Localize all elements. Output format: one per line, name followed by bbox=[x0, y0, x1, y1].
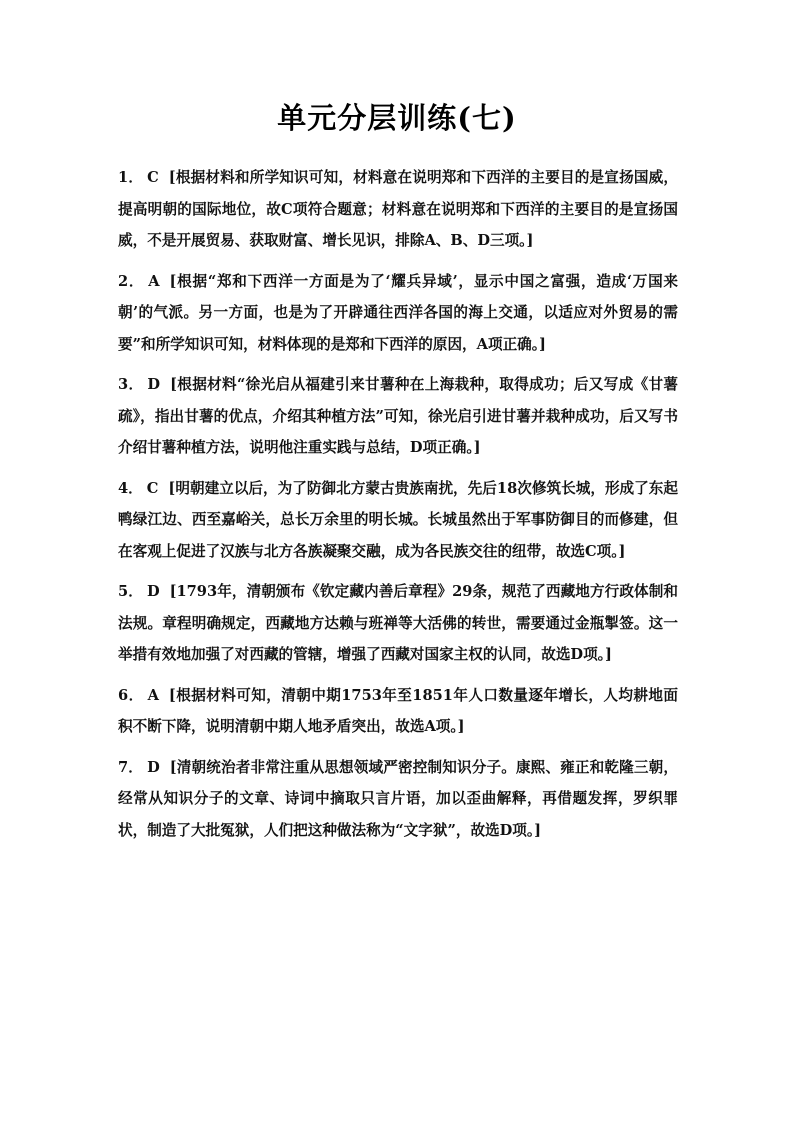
answer-item-6 bbox=[118, 680, 678, 743]
answer-explanation: [根据“郑和下西洋一方面是为了‘耀兵异域’，显示中国之富强，造成‘万国来朝’的气派。另一方面，也是为了开辟通往西洋各国的海上交通，以适应对外贸易的需要”和所学知识可知，材料体现的是郑和下西洋的原因，A项正确。] bbox=[118, 272, 679, 353]
answer-item-1 bbox=[118, 162, 678, 257]
answer-explanation: [1793年，清朝颁布《钦定藏内善后章程》29条，规范了西藏地方行政体制和法规。章程明确规定，西藏地方达赖与班禅等大活佛的转世，需要通过金瓶掣签。这一举措有效地加强了对西藏的管辖，增强了西藏对国家主权的认同，故选D项。] bbox=[118, 583, 678, 663]
answer-choice: C bbox=[146, 479, 159, 497]
answer-item-3 bbox=[118, 369, 678, 464]
answer-number: 5． bbox=[118, 583, 143, 600]
answer-number: 3． bbox=[118, 376, 144, 393]
answer-choice: A bbox=[147, 686, 159, 704]
answer-explanation: [根据材料和所学知识可知，材料意在说明郑和下西洋的主要目的是宣扬国威，提高明朝的国际地位，故C项符合题意；材料意在说明郑和下西洋的主要目的是宣扬国威，不是开展贸易、获取财富、增长见识，排除A、B、D三项。] bbox=[118, 169, 678, 249]
answer-item-5 bbox=[118, 576, 678, 671]
answer-number: 7． bbox=[118, 758, 144, 776]
answer-choice: A bbox=[148, 272, 160, 290]
answer-choice: D bbox=[147, 376, 161, 393]
answer-item-7 bbox=[118, 752, 678, 847]
answer-item-4 bbox=[118, 473, 678, 568]
answer-choice: D bbox=[147, 758, 160, 776]
answer-number: 4． bbox=[118, 479, 143, 497]
page-title: 单元分层训练(七) bbox=[277, 101, 517, 135]
answer-number: 2． bbox=[118, 272, 145, 290]
answer-number: 6． bbox=[118, 686, 144, 704]
answer-explanation: [清朝统治者非常注重从思想领域严密控制知识分子。康熙、雍正和乾隆三朝，经常从知识分子的文章、诗词中摘取只言片语，加以歪曲解释，再借题发挥，罗织罪状，制造了大批冤狱，人们把这种做法称为“文字狱”，故选D项。] bbox=[118, 758, 678, 839]
answer-explanation: [明朝建立以后，为了防御北方蒙古贵族南扰，先后18次修筑长城，形成了东起鸭绿江边、西至嘉峪关，总长万余里的明长城。长城虽然出于军事防御目的而修建，但在客观上促进了汉族与北方各族凝聚交融，成为各民族交往的纽带，故选C项。] bbox=[118, 479, 678, 560]
answer-explanation: [根据材料可知，清朝中期1753年至1851年人口数量逐年增长，人均耕地面积不断下降，说明清朝中期人地矛盾突出，故选A项。] bbox=[118, 686, 678, 735]
answer-choice: D bbox=[146, 583, 160, 600]
answer-number: 1． bbox=[118, 169, 144, 186]
answer-choice: C bbox=[147, 169, 159, 186]
answer-item-2 bbox=[118, 266, 678, 361]
answer-list bbox=[118, 162, 678, 855]
answer-explanation: [根据材料“徐光启从福建引来甘薯种在上海栽种，取得成功；后又写成《甘薯疏》，指出甘薯的优点，介绍其种植方法”可知，徐光启引进甘薯并栽种成功，后又写书介绍甘薯种植方法，说明他注重实践与总结，D项正确。] bbox=[118, 376, 678, 456]
